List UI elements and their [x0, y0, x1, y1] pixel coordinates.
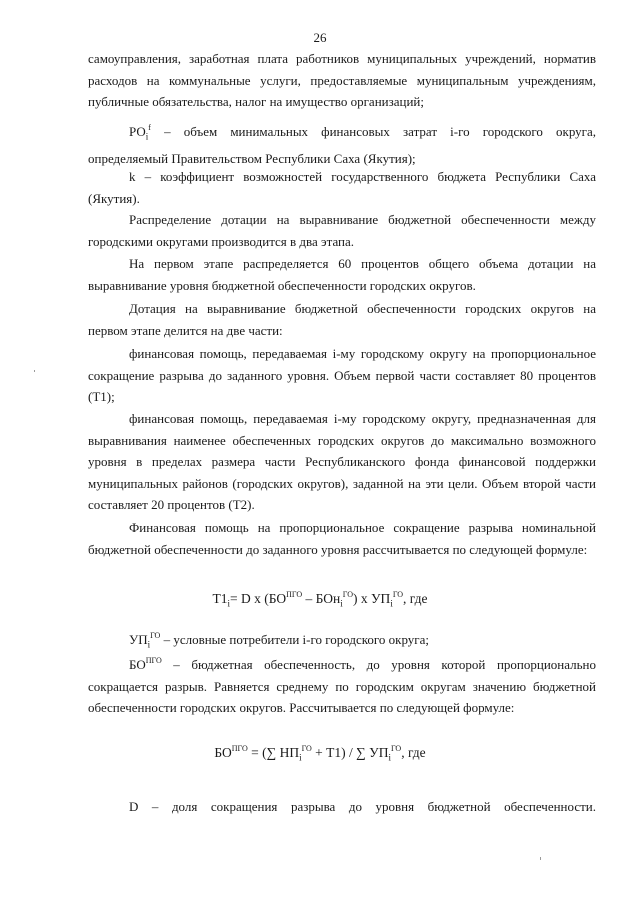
paragraph	[88, 517, 596, 560]
text-line: $БО^{ПГО}$ – бюджетная обеспеченность, до уровня которой пропорционально	[129, 656, 596, 672]
scan-mark	[34, 370, 35, 372]
text-line: сокращение разрыва до заданного уровня. Объем первой части составляет 80 процентов	[88, 367, 596, 383]
paragraph	[88, 253, 596, 296]
paragraph-po-definition	[88, 121, 596, 170]
text-line: бюджетной обеспеченности до заданного уровня рассчитывается по следующей формуле:	[88, 541, 588, 557]
text-line: Дотация на выравнивание бюджетной обеспеченности городских округов на	[129, 301, 596, 316]
paragraph	[88, 298, 596, 341]
text-line: выравнивание уровня бюджетной обеспеченности городских округов.	[88, 277, 476, 293]
text-line: финансовая помощь, передаваемая i-му городскому округу, предназначенная для	[129, 411, 596, 426]
paragraph	[88, 343, 596, 408]
paragraph	[88, 166, 596, 209]
text-line: выравнивания наименее обеспеченных городских округов до максимально возможного	[88, 432, 596, 448]
text-line: финансовая помощь, передаваемая i-му городскому округу на пропорциональное	[129, 346, 596, 361]
text-line: городскими округами производится в два этапа.	[88, 233, 355, 249]
paragraph	[88, 48, 596, 113]
symbol-po: $РО_i^f$	[129, 123, 151, 142]
formula-t1: $Т1_i= D$ x $(БО^{ПГО} - БОн_i^{ГО})$ x $УП_i^{ГО}$, где	[212, 590, 428, 609]
definition-up	[88, 629, 596, 656]
text-line: муниципальных районов (городских округов), заданной на эти цели. Объем второй части	[88, 475, 596, 491]
text-line: публичные обязательства, налог на имущество организаций;	[88, 94, 424, 109]
text-line: $УП_i^{ГО}$ – условные потребители i-го городского округа;	[129, 631, 430, 650]
text-line: k – коэффициент возможностей государственного бюджета Республики Саха	[129, 169, 596, 184]
text-line: обеспеченности городских округов. Рассчитывается по следующей формуле:	[88, 700, 515, 715]
text-line: определяемый Правительством Республики Саха (Якутия);	[88, 151, 416, 167]
text-line: (Т1);	[88, 389, 115, 404]
text-line: уровня в пределах размера части Республиканского фонда финансовой поддержки	[88, 454, 596, 469]
text-line: Распределение дотации на выравнивание бюджетной обеспеченности между	[129, 212, 596, 227]
paragraph-last	[88, 796, 596, 818]
page-number: 26	[313, 30, 327, 45]
text-line: На первом этапе распределяется 60 процентов общего объема дотации на	[129, 256, 596, 271]
paragraph	[88, 209, 596, 252]
paragraph	[88, 408, 596, 516]
text-line: самоуправления, заработная плата работников муниципальных учреждений, норматив	[88, 51, 596, 66]
text-line: Финансовая помощь на пропорциональное сокращение разрыва номинальной	[129, 520, 596, 535]
text-line: $РО_i^f$ – объем минимальных финансовых затрат i-го городского округа,	[129, 123, 596, 142]
definition-bo	[88, 654, 596, 719]
text-line: D – доля сокращения разрыва до уровня бюджетной обеспеченности.	[129, 799, 596, 814]
text-line: расходов на коммунальные услуги, предоставляемые муниципальным учреждениям,	[88, 72, 596, 88]
formula-bo: $БО^{ПГО}$ = (∑ $НП_i^{ГО} + Т1$) / ∑ $УП_i^{ГО}$, где	[214, 744, 426, 763]
scan-mark	[540, 857, 541, 860]
text-line: (Якутия).	[88, 190, 140, 206]
text-line: первом этапе делится на две части:	[88, 322, 283, 338]
text-line: сокращается разрыв. Равняется среднему по городским округам значению бюджетной	[88, 678, 596, 694]
text-line: составляет 20 процентов (Т2).	[88, 497, 255, 512]
